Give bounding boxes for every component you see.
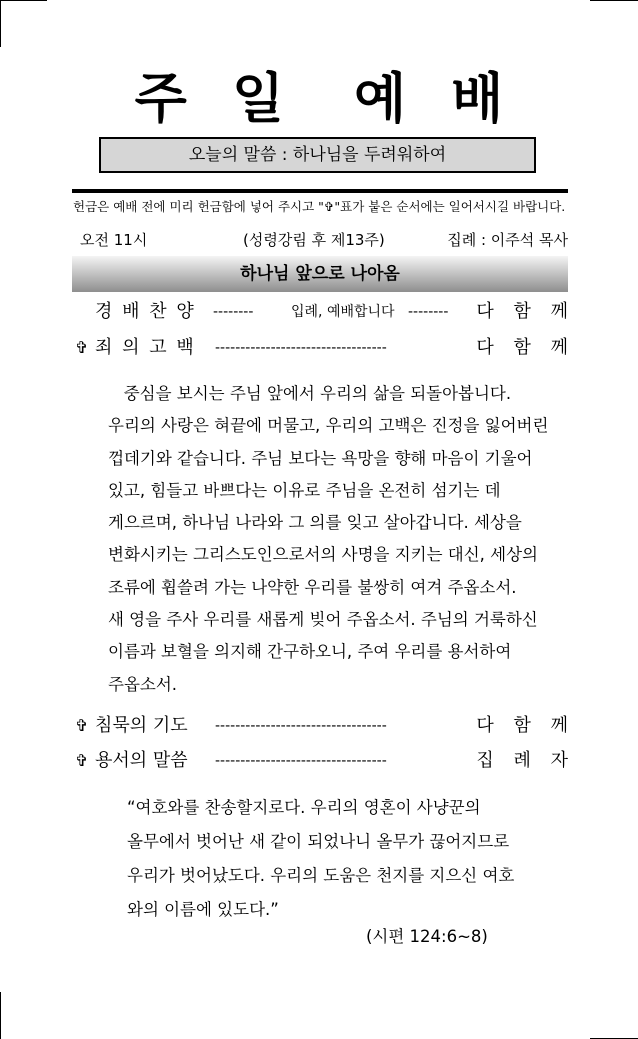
verse-reference: (시편 124:6~8) [366,927,488,946]
scripture-verse [127,791,519,927]
prayer-line: 변화시키는 그리스도인으로서의 사명을 지키는 대신, 세상의 [108,545,538,565]
title-char: 일 [231,66,284,130]
crop-mark-top-left-h [0,0,47,1]
order-item-participant: 집 례 자 [476,750,568,771]
leader-dashes: -------- [408,304,449,320]
title-char: 예 [354,66,407,130]
order-item-label: 침묵의 기도 [95,715,188,736]
prayer-line: 게으르며, 하나님 나라와 그 의를 잊고 살아갑니다. 세상을 [108,513,522,533]
order-item-label: 죄 의 고 백 [95,337,194,358]
prayer-line: 우리의 사랑은 혀끝에 머물고, 우리의 고백은 진정을 잃어버린 [108,416,549,436]
word-of-day-box [99,137,536,173]
leader-dashes: ---------------------------------- [215,718,387,734]
order-item-worship-praise [75,298,568,326]
liturgical-season: (성령강림 후 제13주) [243,231,385,249]
title-char: 주 [134,66,187,130]
verse-line: 와의 이름에 있도다.” [127,900,279,919]
stand-icon: ✞ [75,751,89,770]
prayer-line: 껍데기와 같습니다. 주님 보다는 욕망을 향해 마음이 기울어 [108,448,533,468]
verse-line: 올무에서 벗어난 새 같이 되었나니 올무가 끊어지므로 [127,832,510,851]
order-item-label: 용서의 말씀 [95,750,188,771]
offering-notice: 헌금은 예배 전에 미리 헌금함에 넣어 주시고 "✞"표가 붙은 순서에는 일어서시길 바랍니다. [73,199,566,214]
section-title: 하나님 앞으로 나아옴 [240,264,400,284]
order-item-participant: 다 함 께 [476,301,568,322]
divider-rule [72,189,568,193]
prayer-line: 새 영을 주사 우리를 새롭게 빚어 주옵소서. 주님의 거룩하신 [108,610,538,630]
crop-mark-bottom-left [0,992,1,1039]
service-leader: 집례 : 이주석 목사 [447,231,568,249]
verse-line: “여호와를 찬송할지로다. 우리의 영혼이 사냥꾼의 [127,798,481,817]
order-item-participant: 다 함 께 [476,337,568,358]
prayer-line: 이름과 보혈을 의지해 간구하오니, 주여 우리를 용서하여 [108,642,512,662]
leader-dashes: ---------------------------------- [215,340,387,356]
service-time: 오전 11시 [80,231,148,249]
order-item-confession [75,334,568,362]
crop-mark-top-right [590,0,638,1]
prayer-line: 있고, 힘들고 바쁘다는 이유로 주님을 온전히 섬기는 데 [108,480,501,500]
word-of-day-text: 오늘의 말씀 : 하나님을 두려워하여 [188,145,447,165]
prayer-line: 조류에 휩쓸려 가는 나약한 우리를 불쌍히 여겨 주옵소서. [108,577,517,597]
stand-icon: ✞ [75,338,89,357]
stand-icon: ✞ [75,716,89,735]
leader-dashes: -------- [213,304,254,320]
order-item-words-of-pardon [75,747,568,775]
title-char: 배 [451,66,504,130]
leader-dashes: ---------------------------------- [215,753,387,769]
order-item-detail: 입례, 예배합니다 [291,304,395,320]
prayer-line: 중심을 보시는 주님 앞에서 우리의 삶을 되돌아봅니다. [108,384,512,403]
confession-prayer [108,378,549,701]
crop-mark-top-left [0,0,1,47]
section-title-band [72,256,568,292]
page-title [0,68,638,128]
order-item-participant: 다 함 께 [476,715,568,736]
order-item-silent-prayer [75,712,568,740]
verse-line: 우리가 벗어났도다. 우리의 도움은 천지를 지으신 여호 [127,866,515,885]
prayer-line: 주옵소서. [108,674,178,694]
order-item-label: 경 배 찬 양 [95,301,194,322]
